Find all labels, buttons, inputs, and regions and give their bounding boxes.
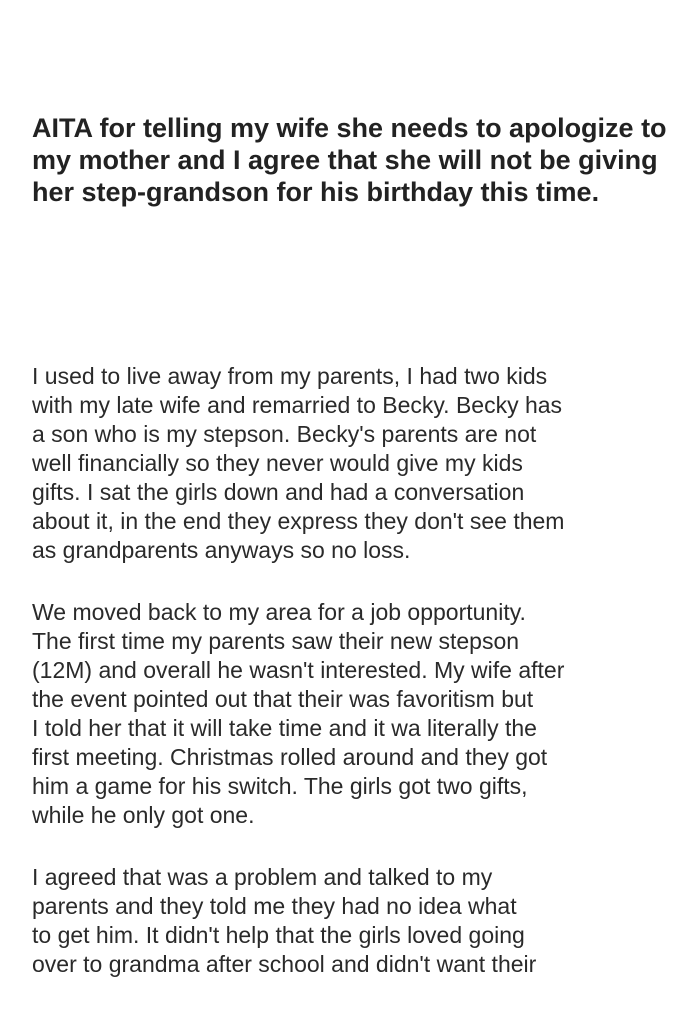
post-paragraph: I agreed that was a problem and talked to my parents and they told me they had no idea what to get him. It didn't help that the girls loved going over to grandma after school and didn't want their — [32, 864, 537, 977]
post-body — [32, 362, 672, 1012]
post-paragraph: We moved back to my area for a job opportunity. The first time my parents saw their new stepson (12M) and overall he wasn't interested. My wife after the event pointed out that their was favoritism but I told her that it will take time and it wa literally the first meeting. Christmas rolled around and they got him a game for his switch. The girls got two gifts, while he only got one. — [32, 599, 565, 828]
post-paragraph: I used to live away from my parents, I had two kids with my late wife and remarried to Becky. Becky has a son who is my stepson. Becky's parents are not well financially so they never would give my kids gifts. I sat the girls down and had a conversation about it, in the end they express they don't see them as grandparents anyways so no loss. — [32, 363, 565, 563]
post-title: AITA for telling my wife she needs to apologize to my mother and I agree that she will not be giving her step-grandson for his birthday this time. — [32, 113, 667, 207]
